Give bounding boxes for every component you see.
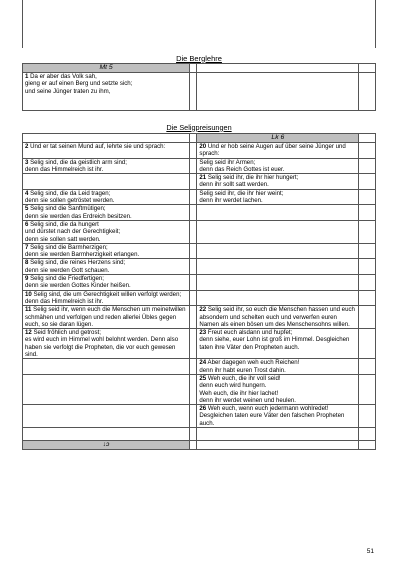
lk-cell (197, 275, 359, 291)
empty-cell (190, 427, 197, 440)
lk-cell (197, 243, 359, 259)
verse-number: 10 (25, 290, 32, 298)
mt-cell (23, 359, 190, 375)
synopsis-table (22, 48, 376, 450)
verse-number: 11 (25, 306, 32, 314)
table-row (23, 220, 376, 243)
title-cell (23, 48, 376, 64)
empty-cell (190, 405, 197, 428)
intro-row (23, 73, 376, 111)
verse-number: 21 (199, 174, 207, 182)
table-row (23, 329, 376, 359)
verse-text: Selig sind, die da hungert und dürstet nach der Gerechtigkeit; denn sie sollen satt werden. (25, 220, 121, 243)
empty-cell (197, 73, 359, 111)
empty-cell (359, 73, 376, 111)
empty-cell (197, 64, 359, 73)
verse-text: Weh euch, die ihr voll seid! denn euch wird hungern. Weh euch, die ihr hier lachet! denn ihr werdet weinen und heulen. (199, 374, 296, 404)
mt-cell (23, 405, 190, 428)
mt-cell (23, 143, 190, 159)
verse-text: Selig sind, die um Gerechtigkeit willen verfolgt werden; denn das Himmelreich ist ihr. (25, 290, 182, 305)
blank-row (23, 427, 376, 440)
verse-text: Selig seid ihr, die ihr hier weint; denn ihr werdet lachen. (199, 189, 284, 205)
lk-cell (197, 174, 359, 190)
verse-number: 8 (25, 259, 29, 267)
empty-cell (359, 359, 376, 375)
header-mt: Mt 5 (23, 64, 190, 73)
empty-cell (359, 205, 376, 221)
mt-cell (23, 174, 190, 190)
lk-cell (197, 359, 359, 375)
empty-cell (359, 440, 376, 449)
verse-number: 7 (25, 243, 29, 251)
verse-number: 23 (199, 329, 207, 337)
empty-cell (359, 189, 376, 205)
verse-text: Und er hob seine Augen auf über seine Jünger und sprach: (199, 143, 346, 158)
table-row (23, 189, 376, 205)
empty-cell (190, 143, 197, 159)
mt-cell (23, 243, 190, 259)
header-row-mt (23, 64, 376, 73)
verse-text: Aber dagegen weh euch Reichen! denn ihr habt euren Trost dahin. (199, 359, 300, 374)
lk-cell (197, 143, 359, 159)
page-title: Die Berglehre (176, 53, 222, 63)
verse-number: 25 (199, 374, 207, 382)
empty-cell (190, 359, 197, 375)
empty-cell (359, 329, 376, 359)
empty-cell (190, 329, 197, 359)
lk-cell (197, 329, 359, 359)
verse-text: Selig seid ihr, wenn euch die Menschen um meinetwillen schmähen und verfolgen und reden allerlei Übles gegen euch, so sie daran lügen. (25, 306, 186, 328)
empty-cell (190, 440, 197, 449)
page-number: 51 (366, 548, 374, 555)
verse-text: Selig sind, die da geistlich arm sind; denn das Himmelreich ist ihr. (25, 158, 127, 173)
lk-cell (197, 189, 359, 205)
lk-cell (197, 374, 359, 404)
empty-cell (190, 220, 197, 243)
lk-cell (197, 405, 359, 428)
verse-number: 4 (25, 189, 29, 197)
empty-cell (190, 158, 197, 174)
verse-number: 2 (25, 143, 29, 150)
empty-cell (359, 174, 376, 190)
verse-text: Selig seid ihr, die ihr hier hungert; denn ihr sollt satt werden. (199, 174, 299, 189)
empty-cell (359, 158, 376, 174)
title-row (23, 48, 376, 64)
empty-cell (190, 64, 197, 73)
empty-cell (359, 220, 376, 243)
empty-cell (359, 290, 376, 306)
verse-text: Freut euch alsdann und hupfet; denn siehe, euer Lohn ist groß im Himmel. Desgleichen taten ihre Väter den Propheten auch. (199, 329, 350, 351)
empty-cell (190, 290, 197, 306)
empty-cell (23, 427, 190, 440)
mt-cell (23, 374, 190, 404)
lk-cell (197, 220, 359, 243)
empty-cell (190, 205, 197, 221)
table-row (23, 143, 376, 159)
mt-cell (23, 306, 190, 329)
table-row (23, 306, 376, 329)
header-row-lk (23, 134, 376, 143)
empty-cell (190, 134, 197, 143)
verse-number: 6 (25, 220, 29, 228)
section-title: Die Seligpreisungen (166, 122, 232, 132)
empty-cell (359, 64, 376, 73)
verse-text: Seid fröhlich und getrost; es wird euch im Himmel wohl belohnt werden. Denn also haben sie verfolgt die Propheten, die vor euch gewesen sind. (25, 329, 179, 359)
mt-cell (23, 189, 190, 205)
lk-cell (197, 259, 359, 275)
empty-cell (197, 440, 359, 449)
verse-number: 1 (25, 73, 29, 80)
verse-number: 20 (199, 143, 207, 150)
lk-cell (197, 290, 359, 306)
verse-text: Selig sind, die da Leid tragen; denn sie sollen getröstet werden. (25, 189, 115, 205)
verse-number: 9 (25, 275, 29, 283)
verse-number: 3 (25, 158, 29, 166)
mt-cell (23, 259, 190, 275)
section-row (23, 111, 376, 134)
verse-number: 12 (25, 329, 32, 337)
verse-text: Weh euch, wenn euch jedermann wohlredet! Desgleichen taten eure Väter den falschen Propheten auch. (199, 405, 345, 427)
empty-cell (359, 275, 376, 291)
empty-cell (359, 374, 376, 404)
document-page (22, 48, 376, 450)
empty-cell (359, 405, 376, 428)
table-row (23, 174, 376, 190)
empty-cell (359, 306, 376, 329)
table-row (23, 158, 376, 174)
mt-cell (23, 329, 190, 359)
table-row (23, 259, 376, 275)
verse-number: 24 (199, 359, 207, 367)
table-row (23, 405, 376, 428)
verse-rows (23, 143, 376, 428)
footer-row (23, 440, 376, 449)
empty-cell (197, 427, 359, 440)
table-row (23, 275, 376, 291)
footer-head: ↓ↄ (23, 440, 190, 449)
verse-text: Selig sind die Sanftmütigen; denn sie werden das Erdreich besitzen. (25, 205, 132, 220)
verse-text: Selig seid ihr, so euch die Menschen hassen und euch absondern und schelten euch und verwerfen euren Namen als einen bösen um des Menschensohns willen. (199, 306, 355, 328)
header-lk: Lk 6 (197, 134, 359, 143)
empty-cell (190, 306, 197, 329)
empty-cell (23, 134, 190, 143)
empty-cell (190, 374, 197, 404)
mt-cell (23, 220, 190, 243)
empty-cell (190, 259, 197, 275)
table-row (23, 205, 376, 221)
table-row (23, 374, 376, 404)
table-row (23, 290, 376, 306)
empty-cell (190, 275, 197, 291)
mt-cell (23, 205, 190, 221)
empty-cell (359, 259, 376, 275)
empty-cell (190, 73, 197, 111)
verse-text: Selig sind die Friedfertigen; denn sie werden Gottes Kinder heißen. (25, 275, 131, 290)
page-frame-top (22, 0, 376, 48)
empty-cell (359, 134, 376, 143)
verse-number: 22 (199, 306, 207, 314)
intro-text (23, 73, 190, 111)
empty-cell (190, 243, 197, 259)
verse-text: Selig sind, die reines Herzens sind; denn sie werden Gott schauen. (25, 259, 126, 274)
verse-text: Da er aber das Volk sah, gieng er auf einen Berg und setzte sich; und seine Jünger traten zu ihm, (25, 73, 133, 95)
empty-cell (359, 243, 376, 259)
verse-text: Selig seid ihr Armen; denn das Reich Gottes ist euer. (199, 158, 285, 173)
empty-cell (190, 189, 197, 205)
lk-cell (197, 205, 359, 221)
empty-cell (190, 174, 197, 190)
verse-text: Selig sind die Barmherzigen; denn sie werden Barmherzigkeit erlangen. (25, 243, 140, 259)
empty-cell (359, 143, 376, 159)
table-row (23, 359, 376, 375)
lk-cell (197, 158, 359, 174)
mt-cell (23, 275, 190, 291)
mt-cell (23, 290, 190, 306)
verse-number: 26 (199, 405, 207, 413)
verse-number: 5 (25, 205, 29, 213)
section-cell (23, 111, 376, 134)
verse-text: Und er tat seinen Mund auf, lehrte sie und sprach: (28, 143, 166, 150)
mt-cell (23, 158, 190, 174)
empty-cell (359, 427, 376, 440)
table-row (23, 243, 376, 259)
lk-cell (197, 306, 359, 329)
